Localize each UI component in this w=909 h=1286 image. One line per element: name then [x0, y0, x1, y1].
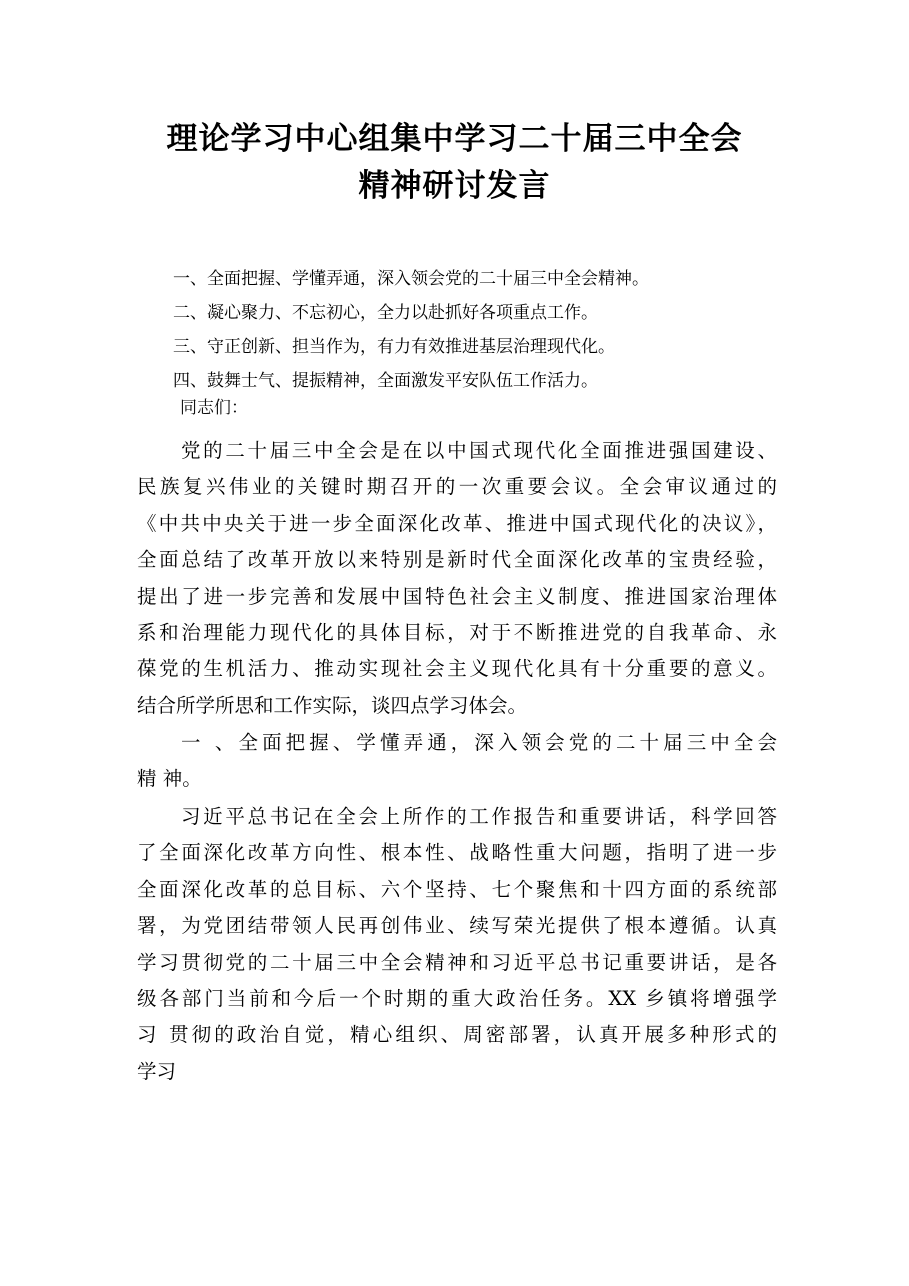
text-line: 系和治理能力现代化的具体目标，对于不断推进党的自我革命、永	[137, 621, 777, 645]
text-line: 了全面深化改革方向性、根本性、战略性重大问题，指明了进一步	[137, 841, 777, 865]
text-line: 习近平总书记在全会上所作的工作报告和重要讲话，科学回答	[181, 805, 777, 828]
intro-paragraph	[137, 433, 777, 724]
text-line: 学习	[137, 1059, 177, 1083]
outline-item: 四、鼓舞士气、提振精神，全面激发平安队伍工作活力。	[173, 371, 598, 391]
text-line: 级各部门当前和今后一个时期的重大政治任务。XX 乡镇将增强学	[137, 987, 777, 1011]
text-line: 全面总结了改革开放以来特别是新时代全面深化改革的宝贵经验，	[137, 548, 777, 572]
text-line: 葆党的生机活力、推动实现社会主义现代化具有十分重要的意义。	[137, 657, 777, 681]
document-title-line-2: 精神研讨发言	[358, 168, 551, 204]
text-line: 一 、全面把握、学懂弄通，深入领会党的二十届三中全会	[181, 731, 777, 754]
text-line: 《中共中央关于进一步全面深化改革、推进中国式现代化的决议》，	[137, 511, 777, 535]
outline-list	[173, 262, 813, 398]
text-line: 全面深化改革的总目标、六个坚持、七个聚焦和十四方面的系统部	[137, 877, 777, 901]
section-1-heading	[137, 725, 777, 798]
text-line: 民族复兴伟业的关键时期召开的一次重要会议。全会审议通过的	[137, 475, 777, 499]
document-title-line-1: 理论学习中心组集中学习二十届三中全会	[166, 121, 743, 157]
text-line: 党的二十届三中全会是在以中国式现代化全面推进强国建设、	[181, 439, 777, 462]
text-line: 结合所学所思和工作实际，谈四点学习体会。	[137, 693, 528, 717]
outline-item: 二、凝心聚力、不忘初心，全力以赴抓好各项重点工作。	[173, 303, 598, 323]
salutation: 同志们：	[180, 398, 248, 418]
text-line: 学习贯彻党的二十届三中全会精神和习近平总书记重要讲话，是各	[137, 950, 777, 974]
text-line: 精 神。	[137, 767, 202, 791]
text-line: 提出了进一步完善和发展中国特色社会主义制度、推进国家治理体	[137, 584, 777, 608]
section-1-paragraph	[137, 799, 777, 1090]
text-line: 署，为党团结带领人民再创伟业、续写荣光提供了根本遵循。认真	[137, 914, 777, 938]
text-line: 习 贯彻的政治自觉，精心组织、周密部署，认真开展多种形式的	[137, 1023, 777, 1047]
outline-item: 一、全面把握、学懂弄通，深入领会党的二十届三中全会精神。	[173, 269, 649, 289]
outline-item: 三、守正创新、担当作为，有力有效推进基层治理现代化。	[173, 337, 615, 357]
